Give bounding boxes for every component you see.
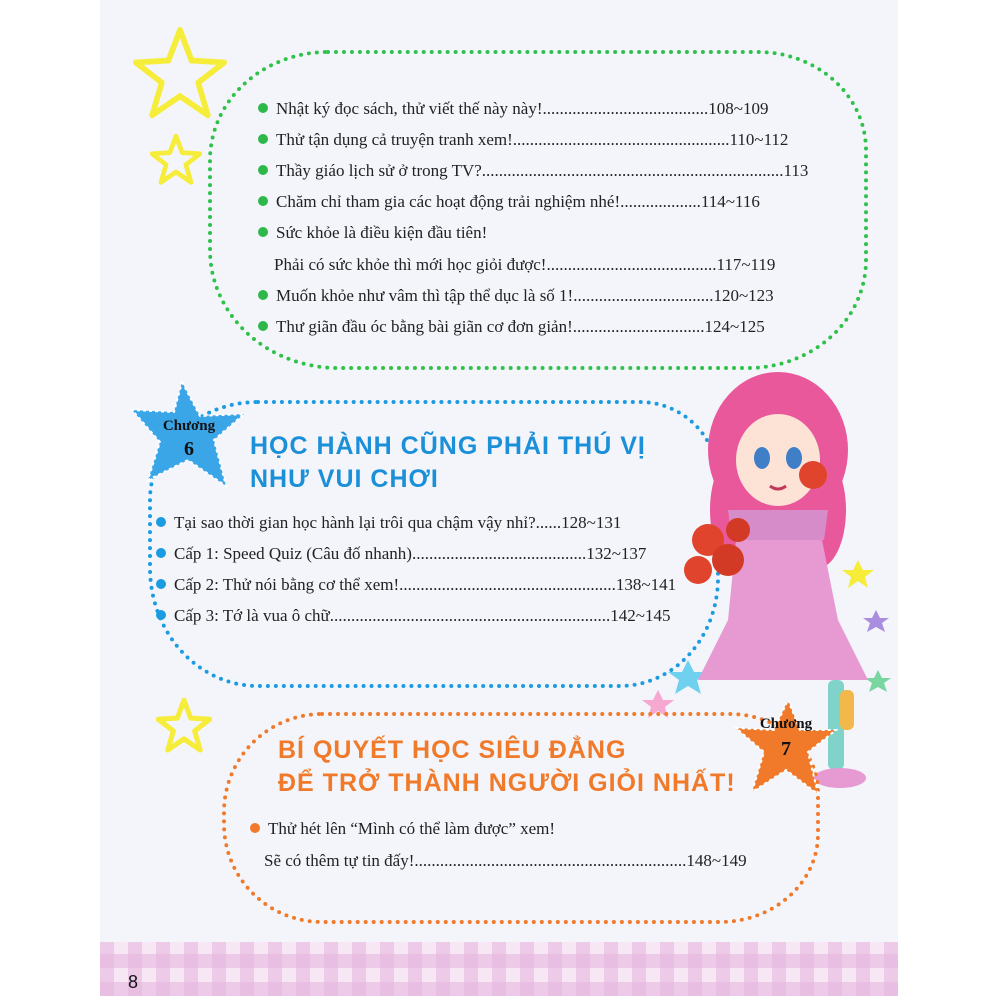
- bullet-icon: [258, 227, 268, 237]
- toc-entry[interactable]: [250, 818, 555, 840]
- star-icon: [156, 698, 212, 754]
- chapter-title-line: ĐỂ TRỞ THÀNH NGƯỜI GIỎI NHẤT!: [278, 769, 736, 797]
- chapter-title: [278, 734, 736, 800]
- star-icon: [150, 134, 202, 186]
- toc-entry-text: Nhật ký đọc sách, thử viết thế này này!.......................................108~109: [276, 99, 769, 118]
- bullet-icon: [258, 165, 268, 175]
- toc-entry[interactable]: [258, 129, 788, 151]
- bullet-icon: [156, 548, 166, 558]
- star-icon: [130, 380, 248, 490]
- toc-entry-text: Cấp 1: Speed Quiz (Câu đố nhanh).........................................132~137: [174, 544, 647, 563]
- chapter-label: Chương: [162, 418, 216, 434]
- toc-entry-text: Cấp 2: Thử nói bằng cơ thể xem!...................................................138~141: [174, 575, 677, 594]
- toc-entry-continuation[interactable]: [274, 254, 775, 276]
- toc-entry-text: Tại sao thời gian học hành lại trôi qua chậm vậy nhỉ?......128~131: [174, 513, 622, 532]
- chapter-number: 7: [781, 738, 791, 760]
- toc-entry[interactable]: [258, 285, 774, 307]
- chapter-title: [250, 430, 646, 496]
- gingham-footer-band: [100, 942, 898, 996]
- chapter-number: 6: [184, 438, 194, 460]
- toc-entry[interactable]: [258, 191, 760, 213]
- toc-entry[interactable]: [258, 160, 808, 182]
- chapter-label: Chương: [759, 716, 813, 732]
- bullet-icon: [156, 610, 166, 620]
- chapter-title-line: NHƯ VUI CHƠI: [250, 465, 439, 493]
- toc-entry[interactable]: [156, 512, 621, 534]
- bullet-icon: [258, 321, 268, 331]
- bullet-icon: [156, 517, 166, 527]
- bullet-icon: [258, 290, 268, 300]
- toc-entry[interactable]: [258, 98, 768, 120]
- chapter-title-line: HỌC HÀNH CŨNG PHẢI THÚ VỊ: [250, 432, 646, 460]
- chapter-title-line: BÍ QUYẾT HỌC SIÊU ĐẲNG: [278, 736, 627, 764]
- toc-entry[interactable]: [156, 543, 646, 565]
- star-icon: [132, 26, 228, 122]
- toc-entry-text: Cấp 3: Tớ là vua ô chữ..................................................................142~145: [174, 606, 671, 625]
- page-number: 8: [128, 972, 139, 992]
- toc-entry[interactable]: [258, 316, 765, 338]
- chapter-7-star-badge: [734, 698, 838, 798]
- toc-entry[interactable]: [156, 574, 676, 596]
- toc-entry-text: Thư giãn đầu óc bằng bài giãn cơ đơn giản!...............................124~125: [276, 317, 765, 336]
- bullet-icon: [258, 196, 268, 206]
- toc-entry-text: Sức khỏe là điều kiện đầu tiên!: [276, 223, 488, 242]
- toc-entry-text: Phải có sức khỏe thì mới học giỏi được!........................................117~119: [274, 255, 776, 274]
- bullet-icon: [258, 103, 268, 113]
- toc-entry-text: Sẽ có thêm tự tin đấy!................................................................148~149: [264, 851, 747, 870]
- toc-entry[interactable]: [258, 222, 487, 244]
- bullet-icon: [156, 579, 166, 589]
- bullet-icon: [258, 134, 268, 144]
- toc-entry[interactable]: [156, 605, 670, 627]
- toc-entry-text: Thử tận dụng cả truyện tranh xem!...................................................110~112: [276, 130, 789, 149]
- bullet-icon: [250, 823, 260, 833]
- toc-entry-continuation[interactable]: [264, 850, 747, 872]
- toc-entry-text: Thử hét lên “Mình có thể làm được” xem!: [268, 819, 556, 838]
- toc-entry-text: Chăm chỉ tham gia các hoạt động trải nghiệm nhé!...................114~116: [276, 192, 760, 211]
- toc-entry-text: Muốn khỏe như vâm thì tập thể dục là số 1!.................................120~123: [276, 286, 774, 305]
- toc-entry-text: Thầy giáo lịch sử ở trong TV?.......................................................................113: [276, 161, 809, 180]
- chapter-6-star-badge: [130, 380, 248, 490]
